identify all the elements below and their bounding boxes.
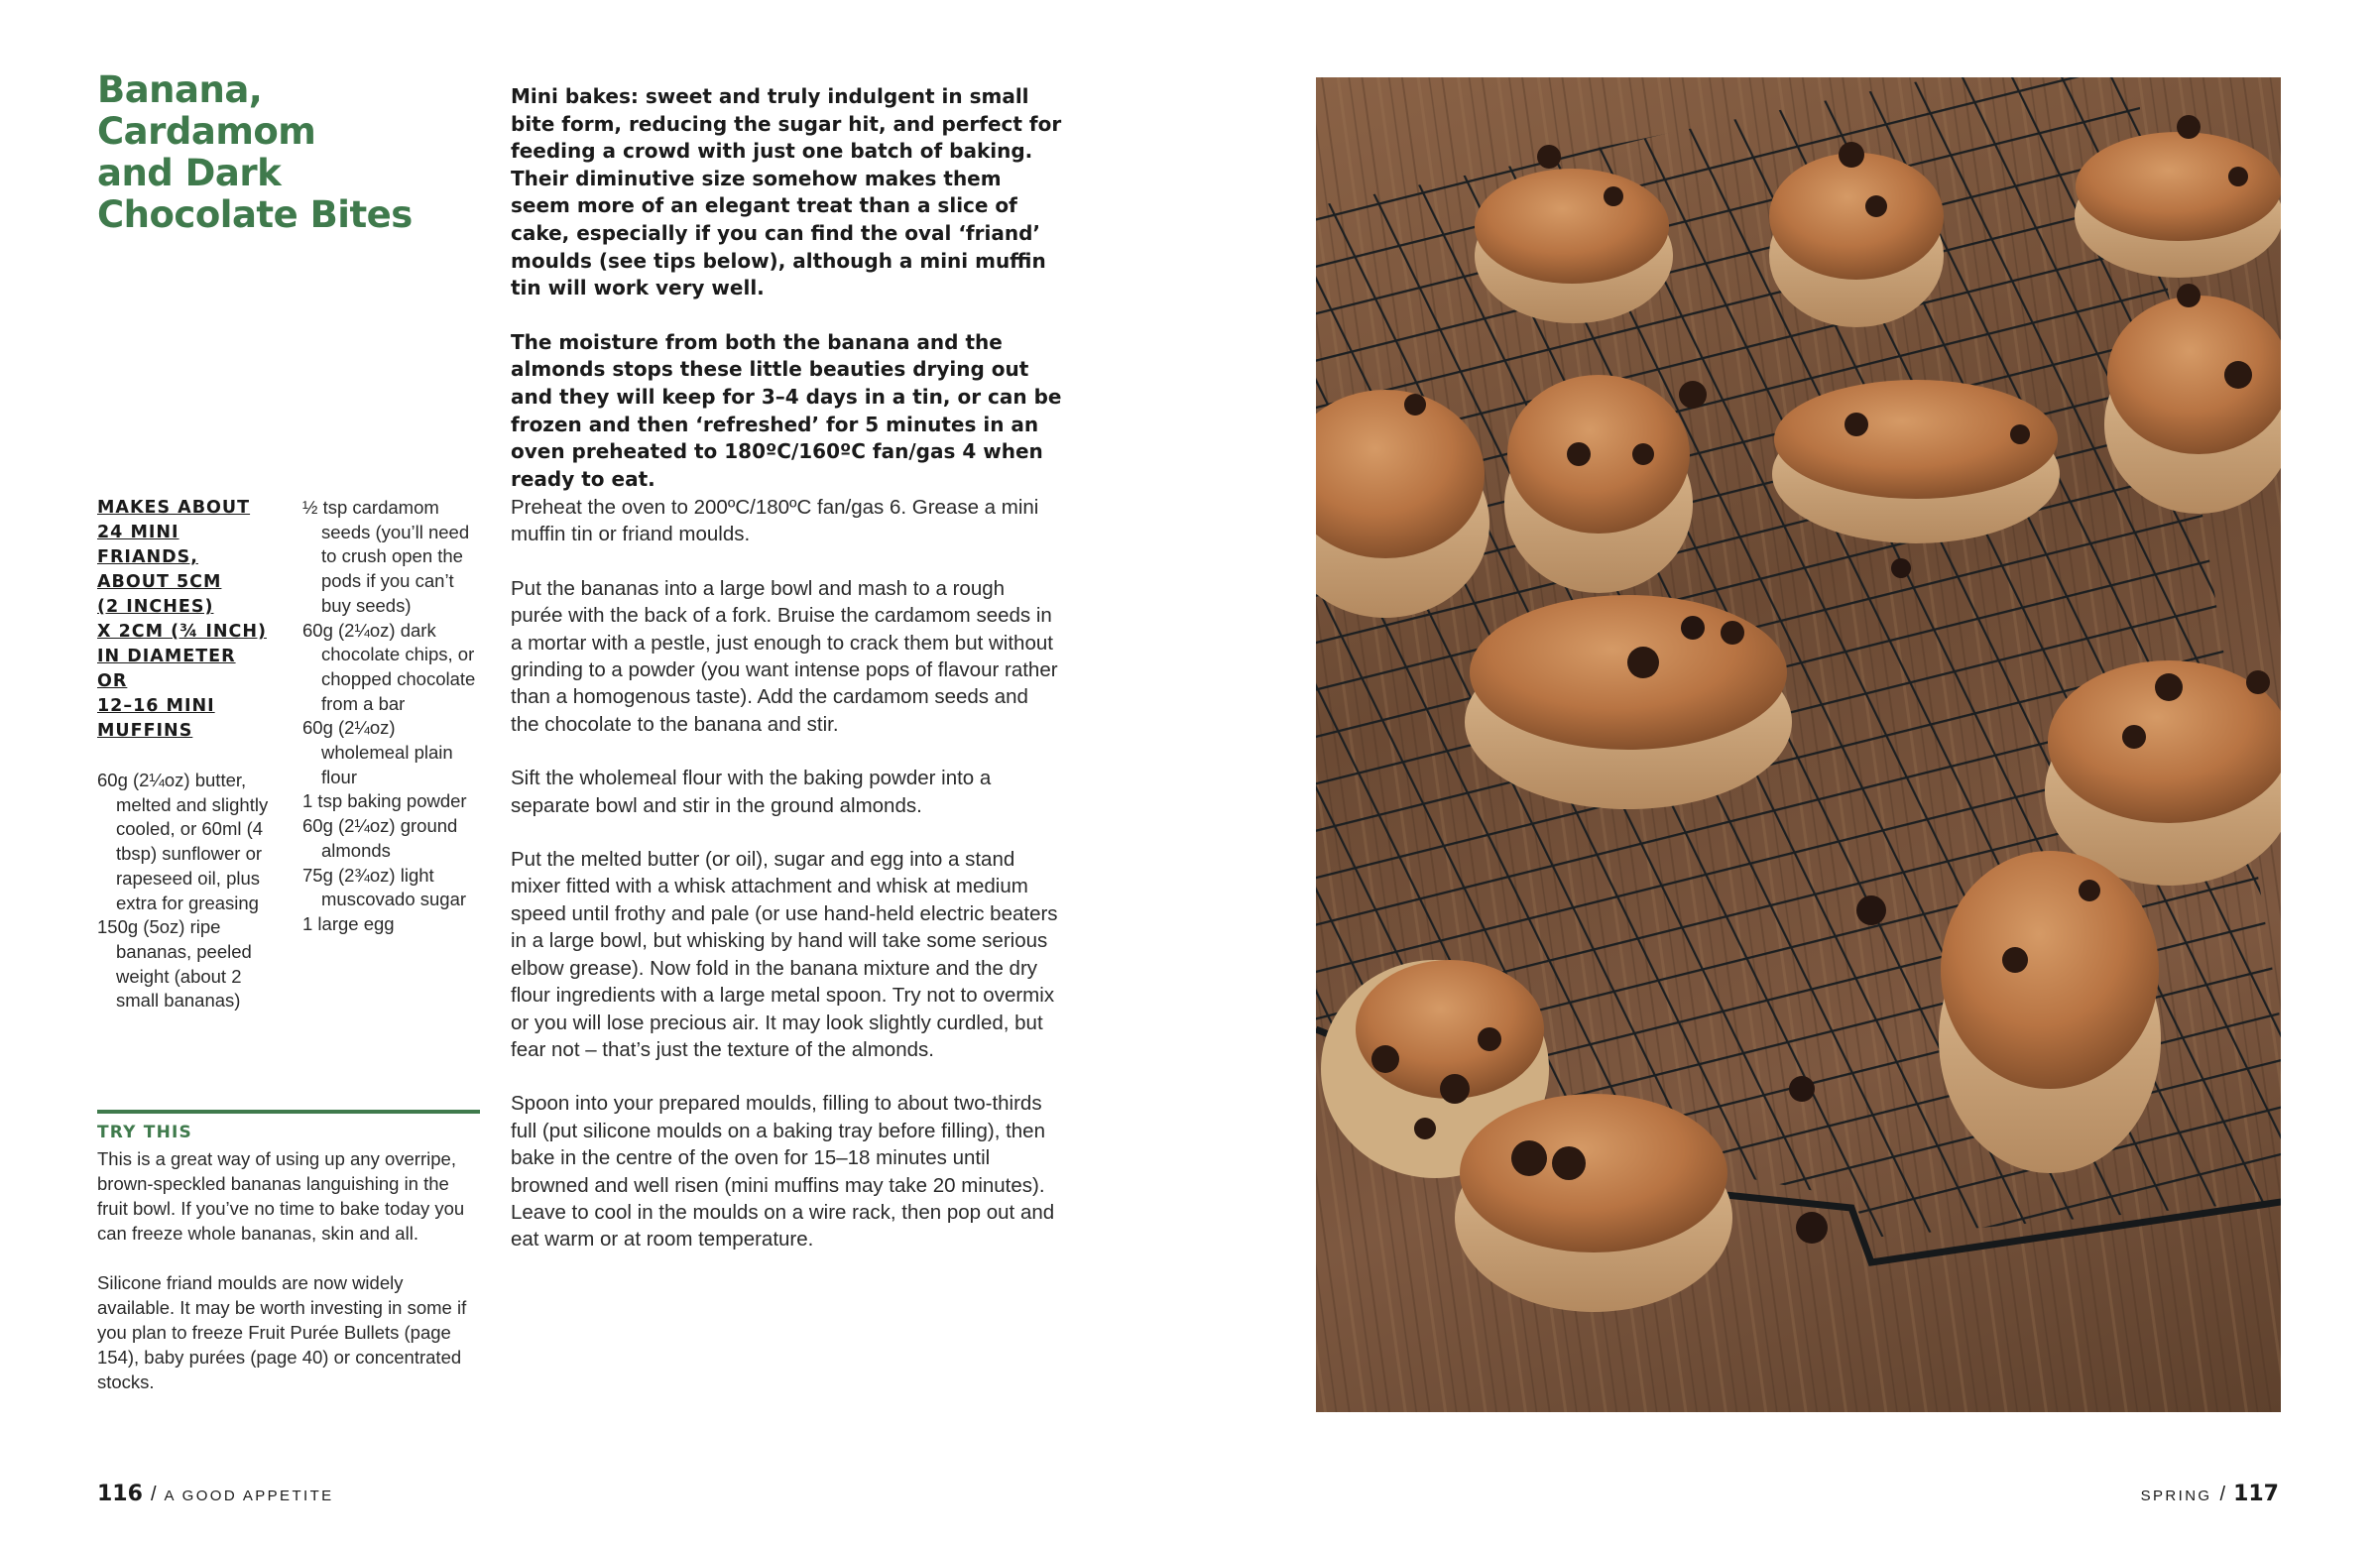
folio-left bbox=[97, 1482, 334, 1506]
ingredients-column-2 bbox=[302, 496, 481, 937]
method-step: Put the bananas into a large bowl and mash to a rough purée with the back of a fork. Bruise the cardamom seeds in a mortar with a pestle, just enough to crack them but without grinding to a powder (you want intense pops of flavour rather than a homogenous taste). Add the cardamom seeds and the chocolate to the banana and stir. bbox=[511, 576, 1058, 736]
recipe-photo bbox=[1316, 77, 2281, 1412]
method-step: Spoon into your prepared moulds, filling to about two-thirds full (put silicone moulds on a baking tray before filling), then bake in the centre of the oven for 15–18 minutes until browned and well risen (mini muffins may take 20 minutes). Leave to cool in the moulds on a wire rack, then pop out and eat warm or at room temperature. bbox=[511, 1092, 1055, 1251]
tips-divider bbox=[97, 1110, 480, 1114]
tip-heading-text: TRY THIS bbox=[97, 1123, 192, 1142]
yield-line: X 2CM (¾ INCH) bbox=[97, 622, 267, 642]
friand bbox=[1455, 1094, 1732, 1312]
page-number: 116 bbox=[97, 1482, 143, 1506]
yield-line: 12–16 MINI bbox=[97, 696, 215, 716]
yield-line: (2 INCHES) bbox=[97, 597, 214, 617]
friand bbox=[1465, 595, 1792, 809]
ingredient-item: 60g (2¼oz) dark chocolate chips, or chopped chocolate from a bar bbox=[302, 619, 476, 714]
ingredient-item: 75g (2¾oz) light muscovado sugar bbox=[302, 864, 467, 910]
ingredient-item: 60g (2¼oz) wholemeal plain flour bbox=[302, 717, 453, 787]
friand bbox=[2045, 660, 2281, 886]
recipe-yield bbox=[97, 496, 281, 744]
ingredient-item: 60g (2¼oz) butter, melted and slightly cooled, or 60ml (4 tbsp) sunflower or rapeseed oil, plus extra for greasing bbox=[97, 770, 269, 913]
title-line: Banana, bbox=[97, 68, 263, 111]
tip-paragraph: Silicone friand moulds are now widely available. It may be worth investing in some if you plan to freeze Fruit Purée Bullets (page 154), baby purées (page 40) or concentrated stocks. bbox=[97, 1272, 467, 1392]
page-number: 117 bbox=[2233, 1482, 2279, 1506]
yield-line: 24 MINI bbox=[97, 523, 179, 542]
method-steps bbox=[511, 494, 1061, 1280]
recipe-title bbox=[97, 69, 424, 236]
ingredient-item: 1 large egg bbox=[302, 912, 395, 934]
yield-line: OR bbox=[97, 671, 128, 691]
right-page bbox=[1190, 0, 2380, 1549]
title-line: Cardamom bbox=[97, 110, 316, 153]
tips-box bbox=[97, 1146, 484, 1419]
yield-line: ABOUT 5CM bbox=[97, 572, 222, 592]
tip-heading bbox=[97, 1123, 192, 1142]
tip-paragraph: This is a great way of using up any overripe, brown-speckled bananas languishing in the fruit bowl. If you’ve no time to bake today you can freeze whole bananas, skin and all. bbox=[97, 1148, 465, 1244]
friand bbox=[1772, 380, 2060, 543]
folio-separator: / bbox=[2219, 1484, 2226, 1505]
intro-paragraph: The moisture from both the banana and the almonds stops these little beauties drying out and they will keep for 3–4 days in a tin, or can be frozen and then ‘refreshed’ for 5 minutes in an oven preheated to 180ºC/160ºC fan/gas 4 when ready to eat. bbox=[511, 329, 1062, 491]
title-line: and Dark bbox=[97, 152, 282, 194]
folio-right bbox=[2141, 1482, 2279, 1506]
recipe-intro bbox=[511, 83, 1066, 520]
friand bbox=[1939, 851, 2161, 1173]
intro-paragraph: Mini bakes: sweet and truly indulgent in small bite form, reducing the sugar hit, and perfect for feeding a crowd with just one batch of baking. Their diminutive size somehow makes them seem more of an elegant treat than a slice of cake, especially if you can find the oval ‘friand’ moulds (see tips below), although a mini muffin tin will work very well. bbox=[511, 84, 1062, 300]
friand bbox=[1316, 390, 1489, 618]
ingredients-column-1 bbox=[97, 769, 276, 1013]
yield-line: FRIANDS, bbox=[97, 547, 198, 567]
friand-photo-illustration bbox=[1316, 77, 2281, 1412]
method-step: Preheat the oven to 200ºC/180ºC fan/gas 6. Grease a mini muffin tin or friand moulds. bbox=[511, 496, 1039, 546]
yield-line: IN DIAMETER bbox=[97, 647, 236, 666]
method-step: Sift the wholemeal flour with the baking powder into a separate bowl and stir in the ground almonds. bbox=[511, 767, 992, 817]
method-step: Put the melted butter (or oil), sugar and egg into a stand mixer fitted with a whisk attachment and whisk at medium speed until frothy and pale (or use hand-held electric beaters in a large bowl, but whisking by hand will take some serious elbow grease). Now fold in the banana mixture and the dry flour ingredients with a large metal spoon. Try not to overmix or you will lose precious air. It may look slightly curdled, but fear not – that’s just the texture of the almonds. bbox=[511, 848, 1058, 1061]
ingredient-item: ½ tsp cardamom seeds (you’ll need to crush open the pods if you can’t buy seeds) bbox=[302, 497, 470, 616]
chapter-label: SPRING bbox=[2140, 1488, 2212, 1504]
yield-line: MAKES ABOUT bbox=[97, 498, 251, 518]
folio-separator: / bbox=[150, 1484, 157, 1505]
ingredient-item: 60g (2¼oz) ground almonds bbox=[302, 815, 458, 861]
ingredient-item: 150g (5oz) ripe bananas, peeled weight (about 2 small bananas) bbox=[97, 916, 252, 1012]
ingredient-item: 1 tsp baking powder bbox=[302, 790, 467, 812]
book-title-label: A GOOD APPETITE bbox=[164, 1488, 334, 1504]
title-line: Chocolate Bites bbox=[97, 193, 413, 236]
yield-line: MUFFINS bbox=[97, 721, 193, 741]
